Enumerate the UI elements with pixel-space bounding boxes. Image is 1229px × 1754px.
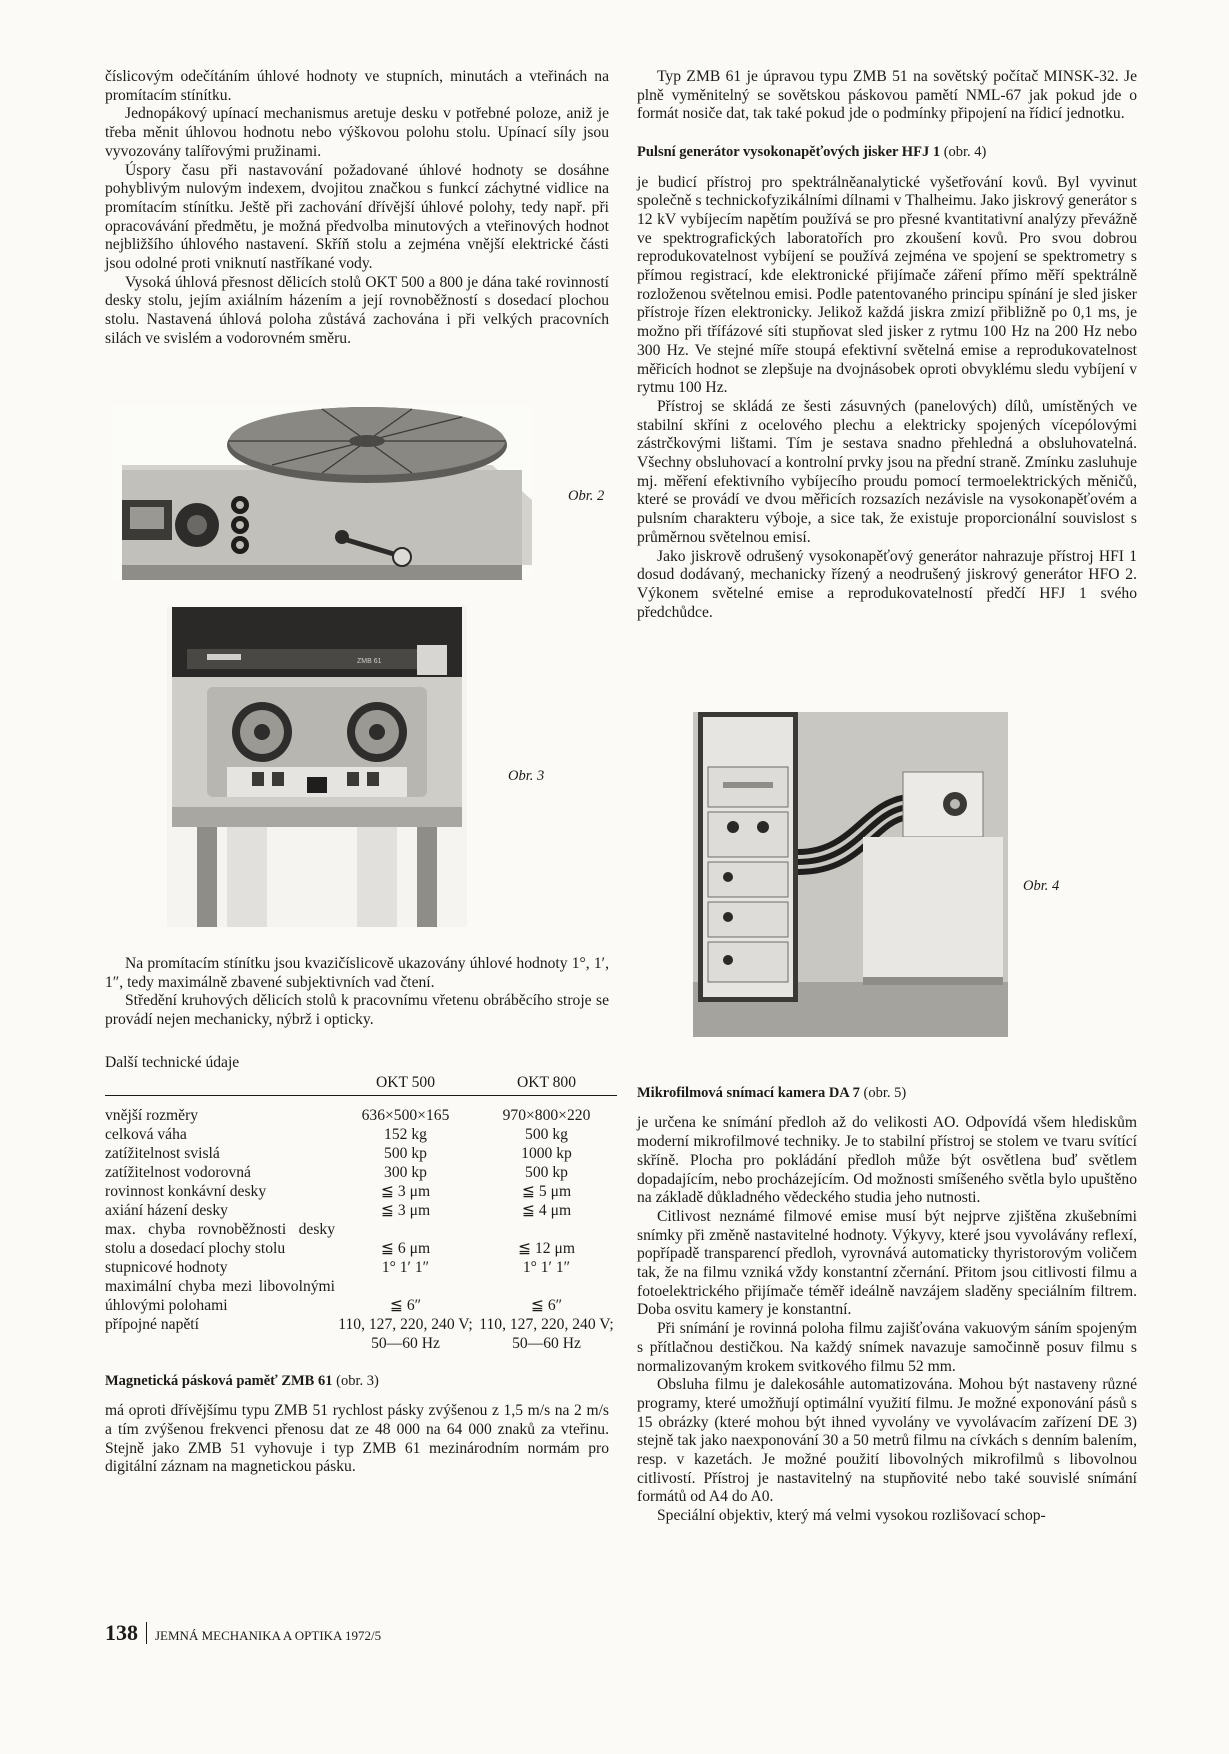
figure-2-photo [112, 405, 532, 580]
left-column-lower [105, 955, 614, 1477]
paragraph: číslicovým odečítáním úhlové hodnoty ve stupních, minutách a vteřinách na promítacím stínítku. [105, 68, 609, 104]
table-row: přípojné napětí 110, 127, 220, 240 V; 50—60 Hz 110, 127, 220, 240 V; 50—60 Hz [105, 1315, 614, 1352]
right-column [637, 68, 1137, 622]
table-row: axiání házení desky ≦ 3 μm ≦ 4 μm [105, 1201, 572, 1219]
paragraph: Vysoká úhlová přesnost dělicích stolů OKT 500 a 800 je dána také rovinností desky stolu, jejím axiálním házením a její rovnoběžností s dosedací plochou stolu. Nastavená úhlová poloha zůstává zachována i při velkých pracovních silách ve svislém a vodorovném směru. [105, 273, 609, 347]
section-heading-da7: Mikrofilmová snímací kamera DA 7 (obr. 5) [637, 1085, 907, 1101]
figure-4-caption: Obr. 4 [1023, 878, 1060, 894]
paragraph: Speciální objektiv, který má velmi vysokou rozlišovací schop- [657, 1507, 1046, 1525]
paragraph: má oproti dřívějšímu typu ZMB 51 rychlost pásky zvýšenou z 1,5 m/s na 2 m/s a tím zvýšenou frekvenci přenosu dat ze 48 000 na 64 000 znaků za vteřinu. Stejně jako ZMB 51 vyhovuje i typ ZMB 61 mezinárodním normám pro digitální záznam na magnetickou pásku. [105, 1402, 609, 1476]
figure-3-photo [167, 607, 467, 927]
paragraph: Citlivost neznámé filmové emise musí být nejprve zjištěna zkušebními snímky při změně nastavitelné hodnoty. Výkyvy, které jsou vyvolávány reflexí, popřípadě transparencí předloh, vyrovnává automaticky thyristorovým voličem tak, že na filmu vzniká vždy konstantní zčernání. Přitom jsou citlivosti filmu a fotoelektrického přijímače téměř ideálně navzájem sladěny speciálním filtrem. Doba osvitu kamery je konstantní. [637, 1207, 1137, 1319]
table-row: max. chyba rovnoběžnosti desky stolu a dosedací plochy stolu ≦ 6 μm ≦ 12 μm [105, 1220, 575, 1257]
paragraph: Přístroj se skládá ze šesti zásuvných (panelových) dílů, umístěných ve stabilní skříni z ocelového plechu a elektricky spojených vícepólovými zástrčkovými lištami. Tím je sestava snadno přehledná a obsluhovatelná. Všechny obsluhovací a kontrolní prvky jsou na přední straně. Zmínku zasluhuje mj. měření efektivního vybíjecího proudu pomocí termoelektrických měničů, které se provádí ve dvou měřicích rozsazích nezávisle na vysokonapěťovém a pulsním charakteru výboje, a sice tak, že existuje proporcionální souvislost s průměrnou světelnou emisí. [637, 397, 1137, 546]
rotary-table-illustration [112, 405, 532, 580]
paragraph: Typ ZMB 61 je úpravou typu ZMB 51 na sovětský počítač MINSK-32. Je plně vyměnitelný se sovětskou páskovou pamětí NML-67 jak pokud jde o formát nosiče dat, tak také pokud jde o podmínky připojení na řídicí jednotku. [637, 68, 1137, 123]
column-header: OKT 800 [476, 1073, 617, 1096]
paragraph: Jednopákový upínací mechanismus aretuje desku v potřebné poloze, aniž je třeba měnit úhlovou hodnotu nebo výškovou polohu stolu. Upínací síly jsou vyvozovány talířovými pružinami. [105, 105, 609, 160]
figure-3-caption: Obr. 3 [508, 768, 545, 784]
paragraph: Jako jiskrově odrušený vysokonapěťový generátor nahrazuje přístroj HFI 1 dosud dodávaný, mechanicky řízený a neodrušený jiskrový generátor HFO 2. Výkonem světelné emise a reprodukovatelností předčí HFJ 1 svého předchůdce. [637, 547, 1137, 621]
paragraph: Na promítacím stínítku jsou kvazičíslicově ukazovány úhlové hodnoty 1°, 1′, 1″, tedy maximálně zbavené subjektivních vad čtení. [105, 955, 609, 991]
table-title: Další technické údaje [105, 1053, 240, 1071]
table-row: stupnicové hodnoty 1° 1′ 1″ 1° 1′ 1″ [105, 1258, 571, 1276]
paragraph: Úspory času při nastavování požadované úhlové hodnoty se dosáhne pohyblivým nulovým indexem, dvojitou značkou s funkcí záchytné vidlice na promítacím stínítku. Ještě při zachování dřívější úhlové polohy, tedy např. při opracovávání předmětu, je možná předvolba minutových a vteřinových hodnot nejbližšího úhlového nastavení. Skříň stolu a zejména vnější elektrické části jsou odolné proti vniknutí nastříkané vody. [105, 161, 609, 273]
paragraph: Středění kruhových dělicích stolů k pracovnímu vřetenu obráběcího stroje se provádí nejen mechanicky, nýbrž i opticky. [105, 992, 609, 1029]
paragraph: Obsluha filmu je dalekosáhle automatizována. Mohou být nastaveny různé programy, které umožňují optimální využití filmu. Je možné exponování pásů s 15 obrázky (které mohou být ihned vyvolány ve vyvolávacím zařízení DE 3) stejně tak jako naexponování 30 a 50 metrů filmu na cívkách s denním balením, resp. v kazetách. Je možné použití libovolných mikrofilmů s libovolnou citlivostí. Přístroj je nastavitelný na stupňovité nebo také souvislé snímání formátů od A4 do A0. [637, 1376, 1137, 1506]
generator-illustration [693, 712, 1008, 1037]
figure-4-photo [693, 712, 1008, 1037]
table-row: zatížitelnost svislá 500 kp 1000 kp [105, 1144, 572, 1162]
table-row: celková váha 152 kg 500 kg [105, 1125, 568, 1143]
table-row: vnější rozměry 636×500×165 970×800×220 [105, 1106, 591, 1124]
table-row: rovinnost konkávní desky ≦ 3 μm ≦ 5 μm [105, 1182, 572, 1200]
figure-2-caption: Obr. 2 [568, 488, 605, 504]
paragraph: je budicí přístroj pro spektrálněanalytické vyšetřování kovů. Byl vyvinut společně s technickofyzikálními dílnami v Thalheimu. Jako jiskrový generátor s 12 kV vybíjecím napětím používá se pro přesné kvantitativní analýzy převážně ve spektrografických laboratořích pro zkoušení kovů. Pro svou dobrou reprodukovatelnost vybíjení se používá zejména ve spojení se spektrometry s přímou registrací, kde elektronické přijímače záření přímo měří spektrálně rozloženou světelnou emisi. Podle patentovaného principu spínání je sled jisker přístroje řízen elektronicky. Jelikož každá jiskra zmizí přibližně po 0,1 ms, je možno při třífázové síti stupňovat sled jisker z rytmu 100 Hz na 200 Hz nebo 300 Hz. Ve stejné míře stoupá efektivní světelná emise a reprodukovatelnost měřicích hodnot se zlepšuje na dvojnásobek oproti obvyklému sledu vybíjení v rytmu 100 Hz. [637, 173, 1137, 397]
section-heading-hfj: Pulsní generátor vysokonapěťových jisker HFJ 1 (obr. 4) [637, 144, 987, 161]
table-header-row [105, 1073, 617, 1096]
spec-table [105, 1073, 617, 1353]
paragraph: je určena ke snímání předloh až do velikosti AO. Odpovídá všem hlediskům moderní mikrofilmové techniky. Je to stabilní přístroj se stolem ve tvaru svítící skříně. Plocha pro pokládání předloh může být osvětlena buď světlem dopadajícím, nebo procházejícím. Od možnosti smíšeného světla bylo upuštěno na základě důkladného vědeckého studia jeho nutnosti. [637, 1114, 1137, 1207]
journal-name: JEMNÁ MECHANIKA A OPTIKA 1972/5 [155, 1628, 382, 1643]
paragraph: Při snímání je rovinná poloha filmu zajišťována vakuovým sáním spojeným s přítlačnou destičkou. Na každý snímek navazuje samočinně posuv filmu s normalizovaným krokem svitkového filmu 52 mm. [637, 1320, 1137, 1375]
zmb-label: ZMB 61 [357, 658, 382, 665]
column-header: OKT 500 [335, 1073, 476, 1096]
table-row: zatížitelnost vodorovná 300 kp 500 kp [105, 1163, 568, 1181]
page-footer [105, 1620, 381, 1646]
tape-unit-illustration [167, 607, 467, 927]
left-column [105, 68, 609, 349]
table-row: maximální chyba mezi libovolnými úhlovými polohami ≦ 6″ ≦ 6″ [105, 1277, 563, 1314]
section-heading-zmb: Magnetická pásková paměť ZMB 61 (obr. 3) [105, 1372, 379, 1389]
right-column-lower [637, 1085, 1137, 1526]
page-number: 138 [105, 1620, 138, 1645]
footer-divider [146, 1622, 147, 1644]
